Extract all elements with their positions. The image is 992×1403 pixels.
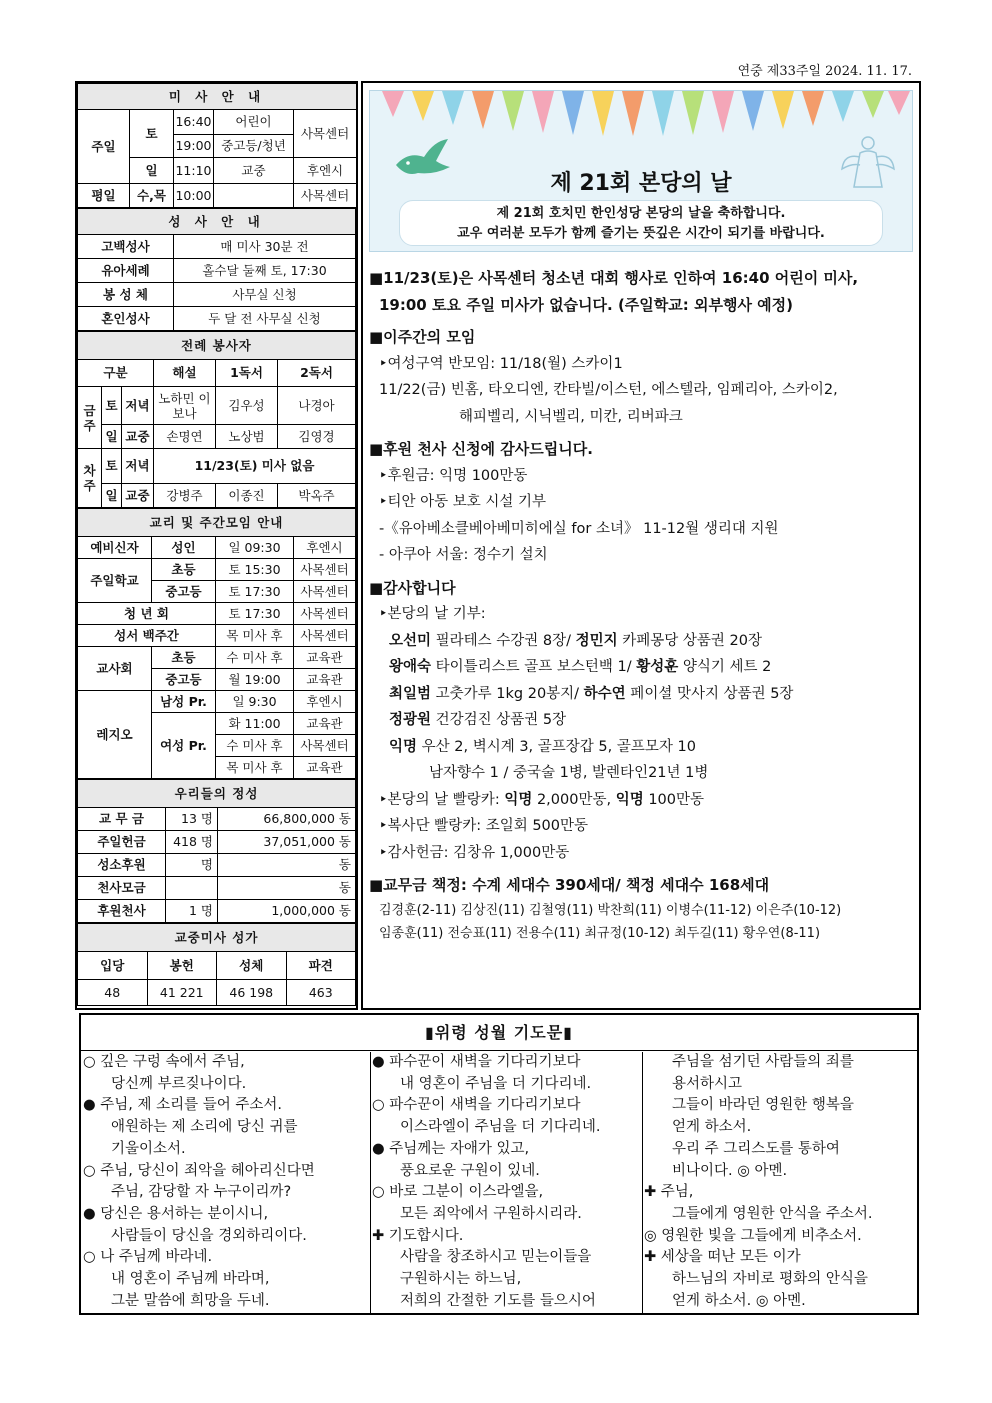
anniversary-banner [369,90,913,252]
hymn-number: 46 198 [217,980,287,1006]
prayer-title: ▮위령 성월 기도문▮ [81,1015,917,1051]
prayer-line: ● 주님께는 자애가 있고, [372,1140,530,1157]
prayer-line: 하느님의 자비로 평화의 안식을 [672,1271,868,1288]
donation-item: 카페몽당 상품권 20장 [617,632,763,649]
mass-time: 10:00 [174,184,214,208]
meeting-time: 토 17:30 [216,581,294,603]
donor-line [369,707,917,734]
prayer-line: ○ 바로 그분이 이스라엘을, [372,1184,544,1201]
meeting-place: 사목센터 [294,603,356,625]
offering-key: 교 무 금 [78,808,166,831]
sacrament-key: 봉 성 체 [78,283,174,307]
prayer-line: 구원하시는 하느님, [400,1271,522,1288]
pennant-flag [742,91,764,131]
prayer-line: ○ 주님, 당신이 죄악을 헤아리신다면 [83,1162,315,1179]
pennant-flag [592,91,614,136]
banner-line: 제 21회 호치민 한인성당 본당의 날을 축하합니다. [496,206,786,221]
wed-thu-label: 수,목 [130,184,174,208]
notice-line: 해피벨리, 시닉벨리, 미칸, 리버파크 [459,408,683,425]
donation-item: 우산 2, 벽시계 3, 골프장갑 5, 골프모자 10 [417,738,696,755]
donor-line [369,734,917,761]
prayer-line: 내 영혼이 주님께 바라며, [111,1271,270,1288]
pennant-flag [502,91,524,131]
prayer-column [372,1052,643,1315]
donor-name: 익명 [504,791,533,808]
donation-item: 고춧가루 1kg 20봉지/ [431,685,584,702]
mass-title: 미 사 안 내 [78,84,357,110]
offering-key: 주일헌금 [78,831,166,854]
notice-text: 100만동 [643,791,705,808]
prayer-line: ✚ 주님, [644,1184,694,1201]
sacrament-title: 성 사 안 내 [78,209,356,235]
donor-line [369,654,917,681]
prayer-line: ✚ 세상을 떠난 모든 이가 [644,1249,801,1266]
notice-line: ‣티안 아동 보호 시설 기부 [379,494,547,510]
notice-line: ‣감사헌금: 김창유 1,000만동 [379,844,570,861]
pennant-flag [412,91,434,121]
no-mass-note: 11/23(토) 미사 없음 [154,449,356,484]
sat-label: 토 [102,387,122,425]
prayer-line: 모든 죄악에서 구원하시리라. [400,1205,582,1222]
prayer-line: ◎ 영원한 빛을 그들에게 비추소서. [644,1227,862,1244]
meeting-place: 사목센터 [294,625,356,647]
group-label: 성서 백주간 [78,625,216,647]
subgroup-label: 초등 [152,559,216,581]
server-name: 나경아 [278,387,356,425]
pennant-flag [862,91,884,118]
prayer-line: 얻게 하소서. ◎ 아멘. [672,1292,806,1309]
main-mass-label: 교중 [122,484,154,508]
main-mass-label: 교중 [122,425,154,449]
group-label: 레지오 [78,691,152,779]
sacrament-key: 고백성사 [78,235,174,259]
prayer-column [83,1052,371,1315]
sun-label: 일 [130,158,174,184]
prayer-line: 주님을 섬기던 사람들의 죄를 [672,1054,854,1070]
banner-line: 교우 여러분 모두가 함께 즐기는 뜻깊은 시간이 되기를 바랍니다. [457,226,825,241]
meeting-place: 교육관 [294,669,356,691]
meeting-time: 목 미사 후 [216,757,294,779]
prayer-line: 애원하는 제 소리에 당신 귀를 [111,1119,298,1136]
hymns-table [77,923,356,1006]
pennant-flag [772,91,794,129]
prayer-line: 사람을 창조하시고 믿는이들을 [400,1249,592,1266]
meeting-time: 수 미사 후 [216,647,294,669]
subgroup-label: 초등 [152,647,216,669]
mass-time: 11:10 [174,158,214,184]
banner-message [399,200,883,246]
prayer-line: 비나이다. ◎ 아멘. [672,1162,788,1179]
server-name: 박옥주 [278,484,356,508]
sacrament-value: 매 미사 30분 전 [174,235,356,259]
offering-amount: 동 [218,877,356,900]
meeting-place: 후엔시 [294,537,356,559]
offering-count: 명 [166,854,218,877]
pennant-flag [442,91,464,125]
left-schedule-panel [75,81,358,1010]
offering-key: 성소후원 [78,854,166,877]
mass-time: 19:00 [174,135,214,158]
servers-title: 전례 봉사자 [78,332,356,360]
donation-item: 건강검진 상품권 5장 [431,712,567,728]
donation-item: 필라테스 수강권 8장/ [431,632,576,649]
offering-key: 천사모금 [78,877,166,900]
hymn-number: 48 [78,980,148,1006]
notice-line: 11/22(금) 빈홈, 타오디엔, 칸타빌/이스턴, 에스텔라, 임페리아, 스카이2, [379,382,838,398]
meeting-time: 월 19:00 [216,669,294,691]
offering-count: 418 명 [166,831,218,854]
donation-item: 양식기 세트 2 [678,659,772,675]
right-notice-panel [361,81,921,1010]
prayer-line: 그들이 바라던 영원한 행복을 [672,1097,854,1114]
meeting-place: 사목센터 [294,735,356,757]
notice-line [369,787,917,814]
group-label: 주일학교 [78,559,152,603]
sun-label: 일 [102,425,122,449]
offering-count: 13 명 [166,808,218,831]
notice-line: ‣본당의 날 기부: [379,606,486,622]
prayer-line: 그들에게 영원한 안식을 주소서. [672,1205,873,1222]
pennant-flag [382,91,404,117]
hymn-number: 41 221 [147,980,217,1006]
meeting-place: 사목센터 [294,559,356,581]
sacrament-table [77,208,356,331]
pennant-flag [472,91,494,129]
donor-name: 익명 [389,738,418,755]
hymn-header: 입당 [78,952,148,980]
sacrament-value: 두 달 전 사무실 신청 [174,307,356,331]
hymn-header: 성체 [217,952,287,980]
prayer-line: 풍요로운 구원이 있네. [400,1162,540,1179]
prayer-column [644,1052,917,1315]
next-week-label: 차주 [78,449,102,508]
pennant-flag [802,91,824,126]
servers-header: 구분 [78,360,154,387]
server-name: 이종진 [216,484,278,508]
notice-line: ‣여성구역 반모임: 11/18(월) 스카이1 [379,355,623,372]
servers-table [77,331,356,508]
banner-title: 제 21회 본당의 날 [550,171,732,196]
sat-label: 토 [130,110,174,158]
sun-label: 일 [102,484,122,508]
catechism-title: 교리 및 주간모임 안내 [78,509,356,537]
bulletin-date: 연중 제33주일 2024. 11. 17. [737,64,912,79]
donor-name: 황성훈 [636,659,679,675]
evening-label: 저녁 [122,449,154,484]
meeting-time: 토 17:30 [216,603,294,625]
offering-amount: 동 [218,854,356,877]
meeting-time: 목 미사 후 [216,625,294,647]
weekday-label: 평일 [78,184,130,208]
meeting-time: 일 09:30 [216,537,294,559]
donor-name: 하수연 [583,685,626,702]
prayer-line: 용서하시고 [672,1075,743,1092]
prayer-line: 사람들이 당신을 경외하리이다. [111,1227,307,1244]
hymns-title: 교중미사 성가 [78,924,356,952]
prayer-line: 기울이소서. [111,1140,186,1157]
prayer-line: ○ 깊은 구렁 속에서 주님, [83,1054,245,1070]
subgroup-label: 남성 Pr. [152,691,216,713]
notice-line: ‣후원금: 익명 100만동 [379,467,528,484]
catechism-table [77,508,356,779]
evening-label: 저녁 [122,387,154,425]
notice-heading: 19:00 토요 주일 미사가 없습니다. (주일학교: 외부행사 예정) [379,295,794,314]
offering-amount: 66,800,000 동 [218,808,356,831]
sacrament-key: 혼인성사 [78,307,174,331]
mass-type: 중고등/청년 [214,135,294,158]
sunday-label: 주일 [78,110,130,184]
prayer-line: ○ 파수꾼이 새벽을 기다리기보다 [372,1097,581,1114]
notice-heading: ■11/23(토)은 사목센터 청소년 대회 행사로 인하여 16:40 어린이 미사, [369,269,859,287]
donor-name: 오선미 [389,632,432,649]
pledge-names: 김경훈(2-11) 김상진(11) 김철영(11) 박찬희(11) 이병수(11-12) 이은주(10-12) [379,902,842,918]
hymn-number: 463 [286,980,356,1006]
prayer-line: ● 당신은 용서하는 분이시니, [83,1205,269,1222]
offering-count [166,877,218,900]
donation-item: 페이셜 맛사지 상품권 5장 [625,685,794,702]
server-name: 노상범 [216,425,278,449]
meeting-place: 교육관 [294,713,356,735]
notice-text: ‣본당의 날 빨랑카: [379,791,505,808]
server-name: 강병주 [154,484,216,508]
mass-schedule-table [77,83,357,208]
prayer-line: ● 파수꾼이 새벽을 기다리기보다 [372,1054,581,1070]
mass-type: 어린이 [214,110,294,135]
prayer-line: ● 주님, 제 소리를 들어 주소서. [83,1097,282,1114]
notice-line: -《유아베소클베아베미히에실 for 소녀》 11-12월 생리대 지원 [379,520,779,537]
mass-time: 16:40 [174,110,214,135]
meeting-place: 교육관 [294,647,356,669]
pennant-flag [832,91,854,122]
donor-name: 최일범 [389,685,432,702]
notice-heading: ■감사합니다 [369,578,456,597]
sacrament-value: 홀수달 둘째 토, 17:30 [174,259,356,283]
prayer-line: 그분 말씀에 희망을 두네. [111,1292,270,1309]
prayer-line: 당신께 부르짖나이다. [111,1075,247,1092]
offering-title: 우리들의 정성 [78,780,356,808]
group-label: 예비신자 [78,537,152,559]
meeting-place: 사목센터 [294,581,356,603]
meeting-place: 교육관 [294,757,356,779]
server-name: 김우성 [216,387,278,425]
offering-amount: 37,051,000 동 [218,831,356,854]
mass-place: 사목센터 [294,184,357,208]
subgroup-label: 중고등 [152,669,216,691]
notice-line: ‣복사단 빨랑카: 조일회 500만동 [379,818,589,834]
server-name: 노하민 이보나 [154,387,216,425]
server-name: 손명연 [154,425,216,449]
meeting-time: 일 9:30 [216,691,294,713]
pledge-names: 임종훈(11) 전승표(11) 전용수(11) 최규정(10-12) 최두길(11) 황우연(8-11) [379,925,821,941]
pennant-flag [622,91,644,136]
mass-place: 사목센터 [294,110,357,158]
prayer-line: ○ 나 주님께 바라네. [83,1249,213,1266]
donor-name: 정광원 [389,712,432,728]
notice-line: - 아쿠아 서울: 정수기 설치 [379,547,548,563]
prayer-line: ✚ 기도합시다. [372,1227,464,1244]
pennant-flag [888,91,910,115]
donor-name: 정민지 [575,632,618,649]
donor-name: 왕애숙 [389,659,432,675]
pennant-flag [712,91,734,133]
group-label: 청 년 회 [78,603,216,625]
donor-line [369,628,917,655]
subgroup-label: 중고등 [152,581,216,603]
prayer-section [79,1013,919,1315]
servers-header: 2독서 [278,360,356,387]
hymn-header: 파견 [286,952,356,980]
prayer-line: 저희의 간절한 기도를 들으시어 [400,1292,596,1309]
prayer-line: 우리 주 그리스도를 통하여 [672,1140,840,1157]
offering-count: 1 명 [166,900,218,923]
donation-item: 남자향수 1 / 중국술 1병, 발렌타인21년 1병 [429,765,709,781]
pennant-flag [562,91,584,135]
mass-place: 후엔시 [294,158,357,184]
donation-item: 타이틀리스트 골프 보스턴백 1/ [431,659,637,675]
subgroup-label: 여성 Pr. [152,713,216,779]
offering-key: 후원천사 [78,900,166,923]
servers-header: 해설 [154,360,216,387]
donor-name: 익명 [615,791,644,808]
prayer-line: 내 영혼이 주님을 더 기다리네. [400,1075,592,1092]
pennant-flag [682,91,704,135]
servers-header: 1독서 [216,360,278,387]
this-week-label: 금주 [78,387,102,449]
notice-heading: ■이주간의 모임 [369,328,476,346]
notice-heading: ■후원 천사 신청에 감사드립니다. [369,440,593,458]
pennant-flag [532,91,554,133]
mass-type: 교중 [214,158,294,184]
sacrament-key: 유아세례 [78,259,174,283]
sat-label: 토 [102,449,122,484]
group-label: 교사회 [78,647,152,691]
meeting-place: 후엔시 [294,691,356,713]
pennant-flag [652,91,674,136]
subgroup-label: 성인 [152,537,216,559]
prayer-line: 이스라엘이 주님을 더 기다리네. [400,1119,601,1136]
mass-type [214,184,294,208]
notice-content [369,265,917,945]
meeting-time: 수 미사 후 [216,735,294,757]
prayer-line: 주님, 감당할 자 누구이리까? [111,1184,292,1201]
offering-table [77,779,356,923]
notice-text: 2,000만동, [532,791,616,808]
hymn-header: 봉헌 [147,952,217,980]
offering-amount: 1,000,000 동 [218,900,356,923]
server-name: 김영경 [278,425,356,449]
meeting-time: 화 11:00 [216,713,294,735]
prayer-line: 얻게 하소서. [672,1119,752,1136]
sacrament-value: 사무실 신청 [174,283,356,307]
meeting-time: 토 15:30 [216,559,294,581]
notice-heading: ■교무금 책정: 수계 세대수 390세대/ 책정 세대수 168세대 [369,876,770,894]
donor-line [369,681,917,708]
